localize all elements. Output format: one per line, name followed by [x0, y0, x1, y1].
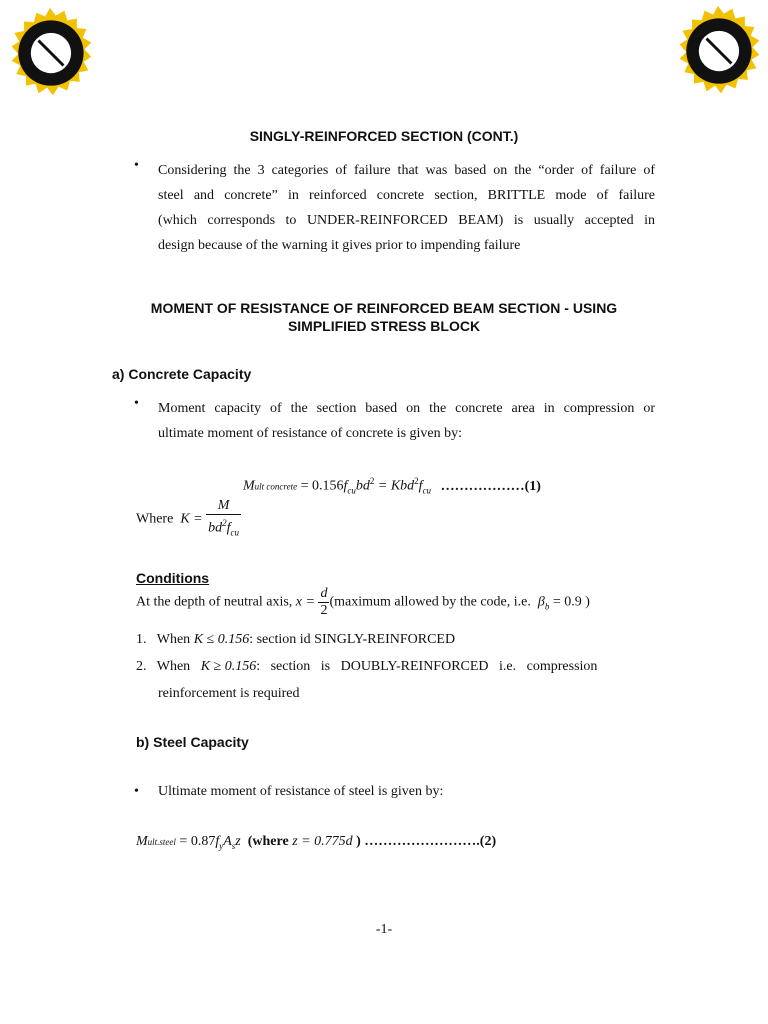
k-fraction — [206, 498, 241, 540]
fraction-denominator — [206, 514, 241, 540]
pdf-xchange-badge-right[interactable] — [670, 4, 766, 100]
condition-text: : section is DOUBLY-REINFORCED i.e. compression — [256, 659, 598, 674]
para-line: (which corresponds to UNDER-REINFORCED BEAM) is usually accepted in — [158, 213, 655, 228]
condition-text: When — [156, 659, 191, 674]
eq-symbol: = Kbd — [377, 478, 415, 494]
eq-symbol: A — [223, 834, 232, 849]
eq-symbol: f — [418, 478, 423, 494]
para-line: Considering the 3 categories of failure that was based on the “order of failure of — [158, 163, 655, 178]
eq-subscript: b — [544, 601, 550, 612]
para-line: design because of the warning it gives prior to impending failure — [158, 238, 521, 253]
page-number: -1- — [375, 922, 393, 937]
para-line: steel and concrete” in reinforced concrete section, BRITTLE mode of failure — [158, 188, 655, 203]
equation-1 — [243, 476, 541, 495]
eq-symbol: bd — [355, 478, 370, 494]
eq-symbol: z — [235, 834, 241, 849]
fraction-denominator: 2 — [320, 603, 328, 618]
eq-symbol: f — [215, 834, 220, 849]
condition-item — [136, 632, 455, 648]
steel-capacity-heading: b) Steel Capacity — [136, 734, 249, 750]
condition-text: At the depth of neutral axis, — [136, 594, 293, 610]
fraction-numerator: d — [320, 586, 328, 601]
bullet-dot: • — [134, 158, 139, 173]
list-number: 1. — [136, 632, 147, 647]
eq-subscript: ult concrete — [254, 481, 298, 492]
eq-symbol: f — [226, 520, 231, 536]
condition-text: : section id SINGLY-REINFORCED — [249, 632, 456, 647]
para-line: Moment capacity of the section based on the concrete area in compression or — [158, 401, 655, 416]
eq-value: = 0.9 ) — [552, 594, 590, 610]
eq-subscript: cu — [347, 485, 356, 496]
eq-symbol: x = — [295, 594, 315, 610]
eq-symbol: K ≤ 0.156 — [193, 632, 250, 647]
eq-symbol: z = 0.775d — [292, 834, 353, 849]
eq-symbol: bd — [208, 520, 223, 536]
eq-subscript: s — [231, 840, 236, 851]
eq-superscript: 2 — [414, 476, 419, 486]
eq-symbol: K ≥ 0.156 — [200, 659, 257, 674]
eq-number: …………………….(2) — [364, 834, 497, 849]
eq-symbol: M — [136, 834, 148, 849]
concrete-paragraph — [158, 396, 655, 446]
concrete-capacity-heading: a) Concrete Capacity — [112, 366, 252, 382]
neutral-axis-line — [136, 586, 590, 619]
failure-paragraph — [158, 158, 655, 258]
eq-symbol: f — [343, 478, 348, 494]
eq-subscript: cu — [422, 485, 432, 496]
d-over-2-fraction — [318, 586, 329, 619]
condition-text: When — [156, 632, 191, 647]
moment-heading-line2: SIMPLIFIED STRESS BLOCK — [287, 318, 481, 334]
badge-seal-icon — [680, 6, 760, 93]
para-line: ultimate moment of resistance of concrete is given by: — [158, 426, 463, 441]
eq-superscript: 2 — [222, 518, 227, 528]
condition-item — [136, 659, 656, 675]
bullet-dot: • — [134, 784, 139, 799]
eq-coefficient: = 0.87 — [179, 834, 216, 849]
eq-coefficient: = 0.156 — [300, 478, 344, 494]
eq-symbol: β — [537, 594, 545, 610]
eq-paren: ) — [356, 834, 361, 849]
condition-continuation: reinforcement is required — [158, 686, 300, 701]
eq-symbol: M — [243, 478, 255, 494]
eq-subscript: cu — [230, 527, 239, 538]
steel-bullet-text: Ultimate moment of resistance of steel is given by: — [158, 784, 444, 799]
bullet-dot: • — [134, 396, 139, 411]
badge-seal-icon — [12, 8, 92, 95]
eq-superscript: 2 — [369, 476, 375, 486]
eq-subscript: ult.steel — [147, 837, 176, 847]
equation-2 — [136, 834, 496, 851]
eq-subscript: y — [219, 840, 224, 851]
where-label: (where — [247, 834, 289, 849]
list-number: 2. — [136, 659, 147, 674]
eq-symbol: K = — [180, 511, 203, 527]
conditions-heading: Conditions — [136, 570, 210, 586]
section-title: SINGLY-REINFORCED SECTION (CONT.) — [249, 128, 519, 144]
fraction-numerator: M — [217, 498, 230, 513]
condition-text: (maximum allowed by the code, i.e. — [329, 594, 531, 610]
where-k-definition — [136, 498, 241, 540]
pdf-xchange-badge-left[interactable] — [2, 6, 98, 102]
where-label: Where — [136, 511, 174, 527]
eq-number: ………………(1) — [440, 478, 541, 494]
moment-heading-line1: MOMENT OF RESISTANCE OF REINFORCED BEAM SECTION - USING — [150, 300, 618, 316]
